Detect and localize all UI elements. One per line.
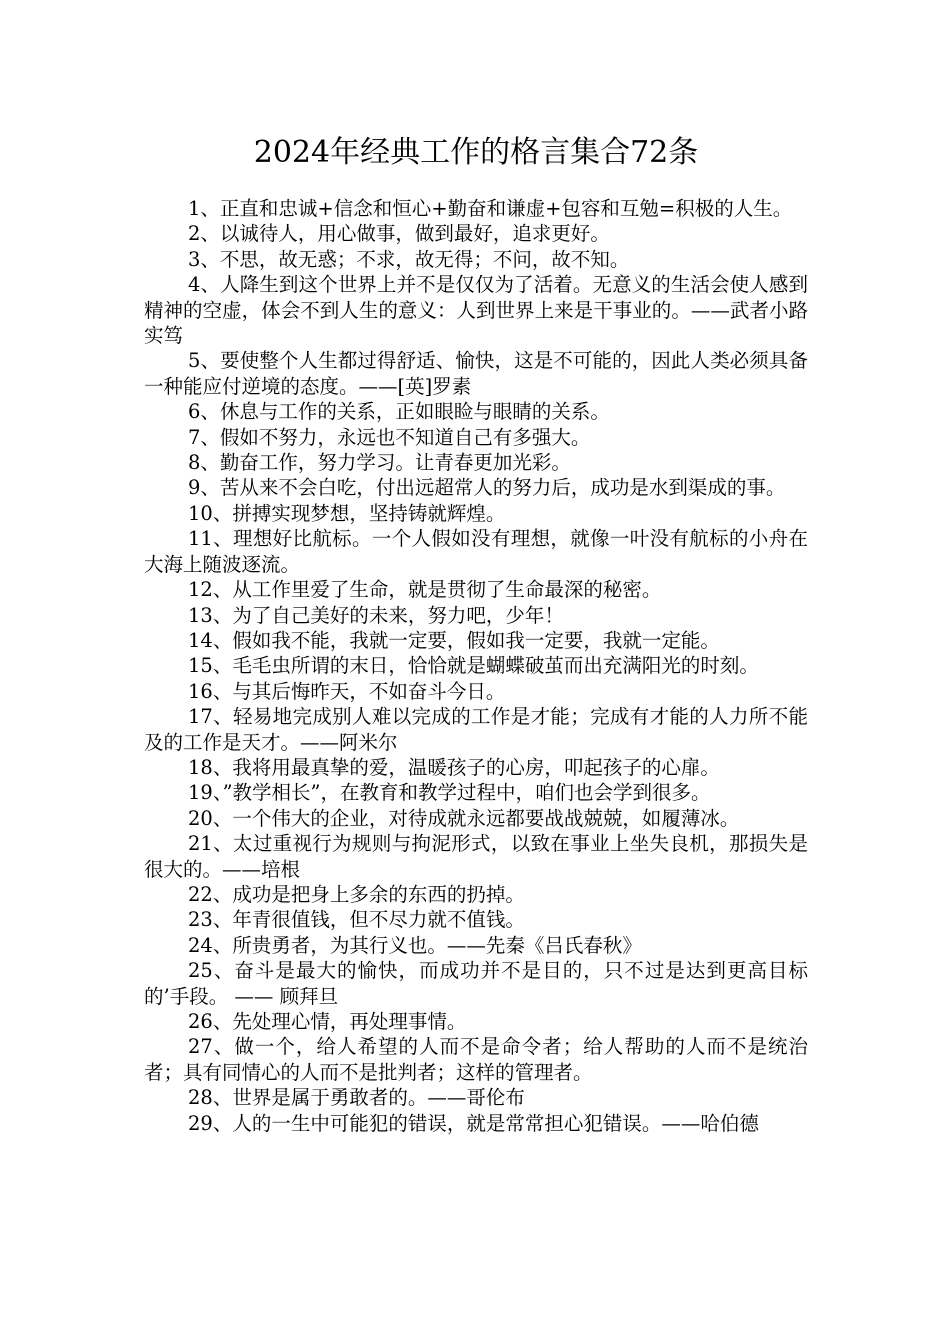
quote-paragraph: 24、所贵勇者，为其行义也。——先秦《吕氏春秋》	[188, 933, 642, 957]
quote-paragraph: 11、理想好比航标。一个人假如没有理想，就像一叶没有航标的小舟在大海上随波逐流。	[144, 527, 808, 576]
quote-paragraph: 4、人降生到这个世界上并不是仅仅为了活着。无意义的生活会使人感到精神的空虚，体会不到人生的意义：人到世界上来是干事业的。——武者小路实笃	[144, 273, 808, 348]
quote-paragraph: 20、一个伟大的企业，对待成就永远都要战战兢兢，如履薄冰。	[188, 806, 740, 830]
quote-paragraph: 21、太过重视行为规则与拘泥形式，以致在事业上坐失良机，那损失是很大的。——培根	[144, 832, 808, 881]
quote-paragraph: 1、正直和忠诚+信念和恒心+勤奋和谦虚+包容和互勉=积极的人生。	[188, 197, 793, 220]
quote-paragraph: 9、苦从来不会白吃，付出远超常人的努力后，成功是水到渠成的事。	[188, 476, 786, 500]
quote-paragraph: 23、年青很值钱，但不尽力就不值钱。	[188, 908, 525, 932]
quote-paragraph: 10、拼搏实现梦想，坚持铸就辉煌。	[188, 501, 506, 525]
quote-paragraph: 18、我将用最真挚的爱，温暖孩子的心房，叩起孩子的心扉。	[188, 755, 720, 779]
quote-paragraph: 3、不思，故无惑；不求，故无得；不问，故不知。	[188, 247, 630, 271]
quote-paragraph: 19、”教学相长”，在教育和教学过程中，咱们也会学到很多。	[188, 781, 711, 805]
quote-paragraph: 13、为了自己美好的未来，努力吧，少年！	[188, 603, 564, 627]
quote-paragraph: 17、轻易地完成别人难以完成的工作是才能；完成有才能的人力所不能及的工作是天才。——阿米尔	[144, 705, 808, 754]
quote-paragraph: 25、奋斗是最大的愉快，而成功并不是目的，只不过是达到更高目标的’手段。 —— 顾拜旦	[144, 959, 808, 1008]
quote-paragraph: 29、人的一生中可能犯的错误，就是常常担心犯错误。——哈伯德	[188, 1111, 759, 1135]
quote-paragraph: 16、与其后悔昨天，不如奋斗今日。	[188, 679, 506, 703]
quote-paragraph: 5、要使整个人生都过得舒适、愉快，这是不可能的，因此人类必须具备一种能应付逆境的态度。——[英]罗素	[144, 349, 808, 398]
document-body	[144, 196, 808, 1136]
document-title: 2024年经典工作的格言集合72条	[253, 135, 699, 170]
quote-paragraph: 22、成功是把身上多余的东西的扔掉。	[188, 882, 525, 906]
quote-paragraph: 28、世界是属于勇敢者的。——哥伦布	[188, 1086, 525, 1110]
quote-paragraph: 7、假如不努力，永远也不知道自己有多强大。	[188, 425, 591, 449]
quote-paragraph: 12、从工作里爱了生命，就是贯彻了生命最深的秘密。	[188, 578, 662, 602]
quote-paragraph: 2、以诚待人，用心做事，做到最好，追求更好。	[188, 222, 610, 246]
quote-paragraph: 27、做一个，给人希望的人而不是命令者；给人帮助的人而不是统治者；具有同情心的人而不是批判者；这样的管理者。	[144, 1035, 808, 1084]
quote-paragraph: 15、毛毛虫所谓的末日，恰恰就是蝴蝶破茧而出充满阳光的时刻。	[188, 654, 759, 678]
quote-paragraph: 6、休息与工作的关系，正如眼睑与眼睛的关系。	[188, 400, 610, 424]
quote-paragraph: 26、先处理心情，再处理事情。	[188, 1010, 467, 1033]
quote-paragraph: 8、勤奋工作，努力学习。让青春更加光彩。	[188, 451, 571, 475]
quote-paragraph: 14、假如我不能，我就一定要，假如我一定要，我就一定能。	[188, 628, 720, 652]
